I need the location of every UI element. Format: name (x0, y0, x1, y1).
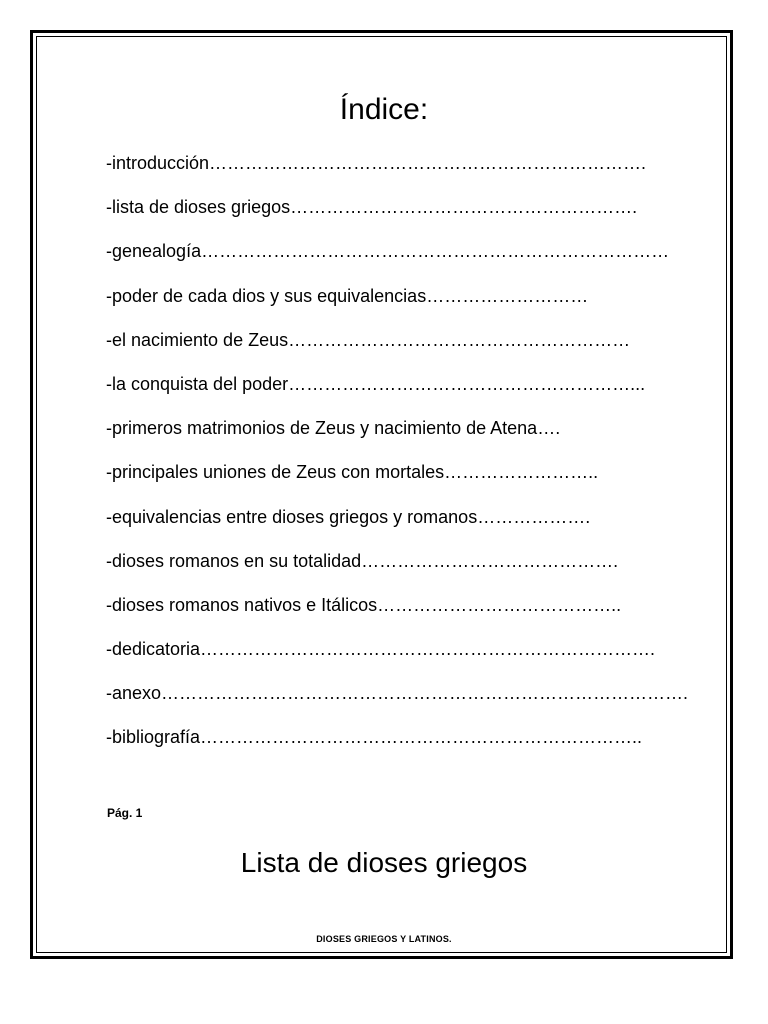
toc-entry: -el nacimiento de Zeus………………………………………………… (106, 329, 631, 350)
toc-entry: -dedicatoria…………………………………………………………………. (106, 639, 656, 660)
table-of-contents (106, 145, 689, 764)
toc-entry: -equivalencias entre dioses griegos y romanos………………. (106, 506, 591, 527)
toc-entry: -genealogía…………………………………………………………………… (106, 241, 670, 262)
toc-entry: -bibliografía……………………………………………………………….. (106, 727, 643, 748)
toc-entry: -dioses romanos en su totalidad……………………………………. (106, 550, 619, 571)
toc-entry: -poder de cada dios y sus equivalencias……………………… (106, 285, 589, 306)
toc-entry: -anexo……………………………………………………………………………. (106, 683, 689, 704)
toc-entry: -dioses romanos nativos e Itálicos………………………………….. (106, 594, 622, 615)
toc-entry: -primeros matrimonios de Zeus y nacimiento de Atena…. (106, 418, 561, 439)
page-number: Pág. 1 (107, 806, 143, 820)
page-footer: DIOSES GRIEGOS Y LATINOS. (316, 934, 452, 944)
section-heading: Lista de dioses griegos (240, 847, 528, 878)
toc-entry: -lista de dioses griegos…………………………………………………. (106, 197, 638, 218)
toc-entry: -principales uniones de Zeus con mortales…………………….. (106, 462, 599, 483)
toc-entry: -introducción………………………………………………………………. (106, 153, 647, 173)
index-title: Índice: (339, 93, 429, 126)
toc-entry: -la conquista del poder…………………………………………………... (106, 373, 646, 394)
